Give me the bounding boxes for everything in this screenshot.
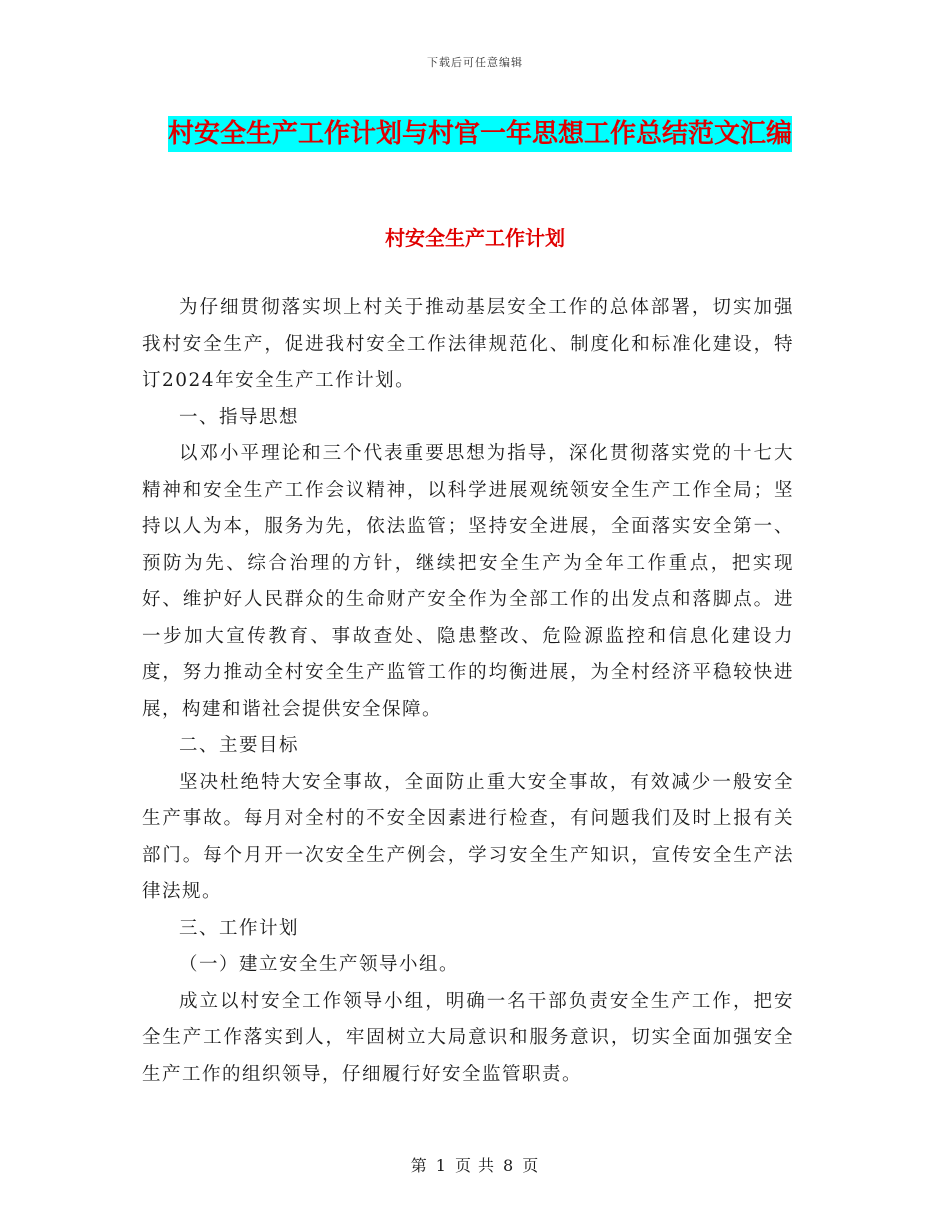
section-title: 村安全生产工作计划 — [385, 226, 565, 250]
document-title-text: 村安全生产工作计划与村官一年思想工作总结范文汇编 — [168, 116, 792, 152]
page-header-note: 下载后可任意编辑 — [427, 56, 523, 69]
paragraph-intro: 为仔细贯彻落实坝上村关于推动基层安全工作的总体部署，切实加强我村安全生产，促进我村安全工作法律规范化、制度化和标准化建设，特订2024年安全生产工作计划。 — [142, 297, 794, 391]
document-title — [140, 108, 820, 160]
paragraph-guiding-thought: 以邓小平理论和三个代表重要思想为指导，深化贯彻落实党的十七大精神和安全生产工作会议精神，以科学进展观统领安全生产工作全局；坚持以人为本，服务为先，依法监管；坚持安全进展，全面落实安全第一、预防为先、综合治理的方针，继续把安全生产为全年工作重点，把实现好、维护好人民群众的生命财产安全作为全部工作的出发点和落脚点。进一步加大宣传教育、事故查处、隐患整改、危险源监控和信息化建设力度，努力推动全村安全生产监管工作的均衡进展，为全村经济平稳较快进展，构建和谐社会提供安全保障。 — [142, 443, 794, 720]
document-body — [142, 290, 794, 1093]
paragraph-main-goals: 坚决杜绝特大安全事故，全面防止重大安全事故，有效减少一般安全生产事故。每月对全村的不安全因素进行检查，有问题我们及时上报有关部门。每个月开一次安全生产例会，学习安全生产知识，宣传安全生产法律法规。 — [142, 771, 794, 902]
footer-current-page: 1 — [435, 1156, 447, 1175]
subheading-leadership-group: （一）建立安全生产领导小组。 — [179, 954, 460, 975]
footer-total-pages: 8 — [503, 1156, 515, 1175]
page-footer — [0, 1153, 950, 1176]
paragraph-leadership-group: 成立以村安全工作领导小组，明确一名干部负责安全生产工作，把安全生产工作落实到人，牢固树立大局意识和服务意识，切实全面加强安全生产工作的组织领导，仔细履行好安全监管职责。 — [142, 990, 794, 1085]
footer-suffix: 页 — [522, 1156, 540, 1175]
footer-middle: 页 共 — [454, 1156, 496, 1175]
heading-guiding-thought: 一、指导思想 — [179, 406, 300, 428]
heading-main-goals: 二、主要目标 — [179, 735, 300, 756]
heading-work-plan: 三、工作计划 — [179, 917, 300, 939]
footer-prefix: 第 — [410, 1156, 428, 1175]
